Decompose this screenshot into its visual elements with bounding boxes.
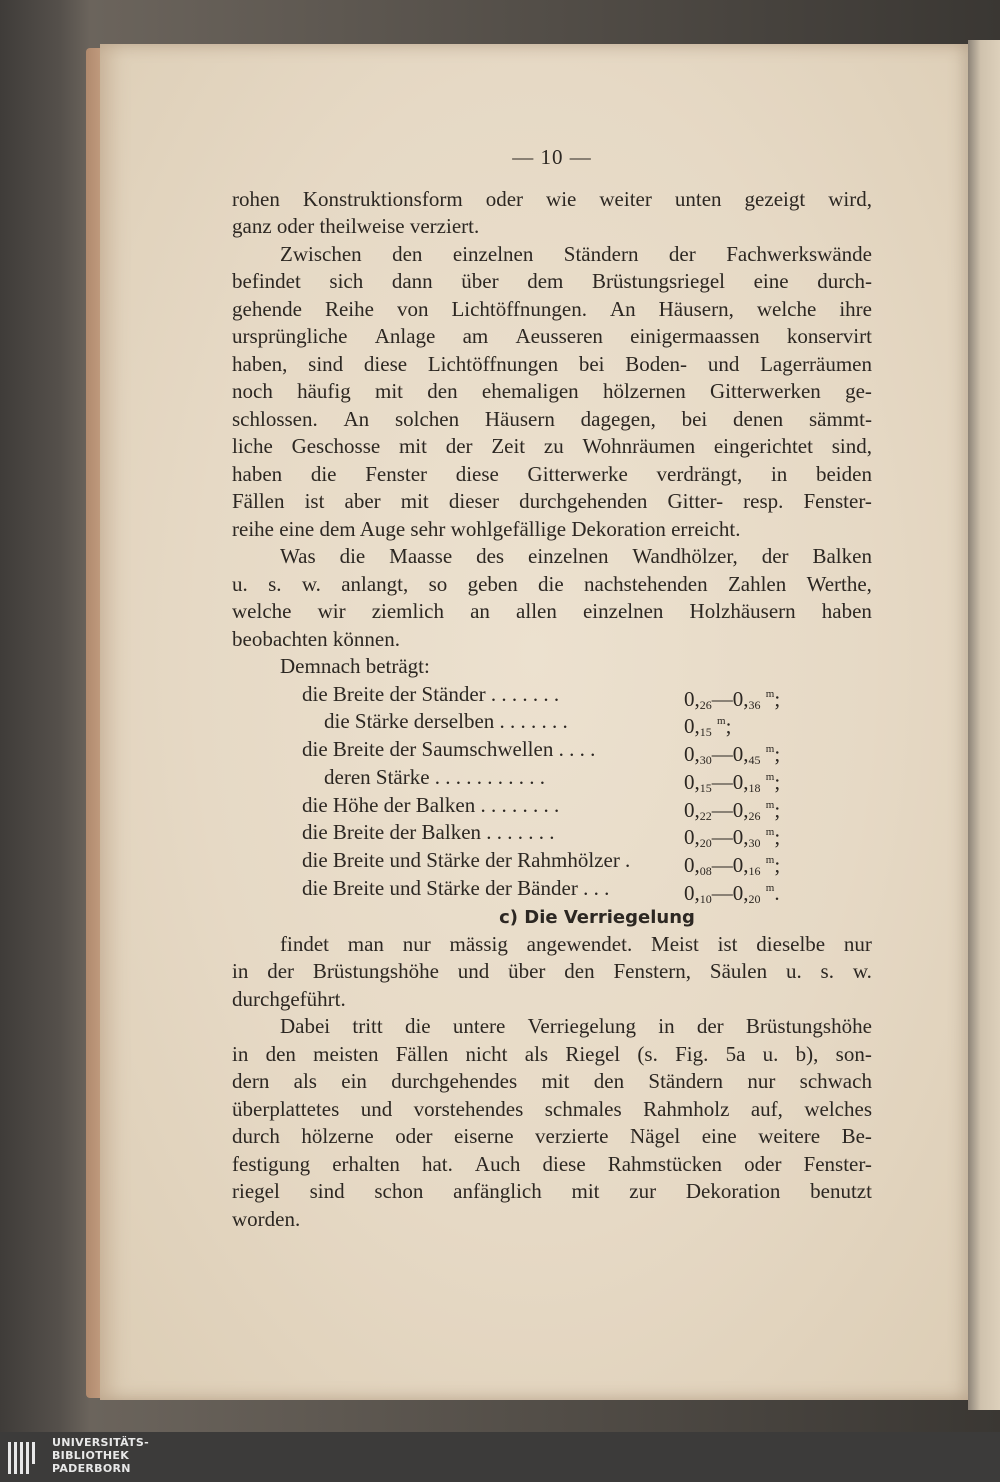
text-line: durchgeführt. <box>232 986 346 1011</box>
text-line: ganz oder theilweise verziert. <box>232 214 480 238</box>
paragraph-5 <box>232 931 872 1014</box>
paragraph-1 <box>232 186 872 241</box>
text-line: findet man nur mässig angewendet. Meist ist dieselbe nur <box>280 931 872 956</box>
text-line: in der Brüstungshöhe und über den Fenstern, Säulen u. s. w. <box>232 959 872 984</box>
text-line: dern als ein durchgehendes mit den Ständern nur schwach <box>232 1069 872 1094</box>
facing-page-edge <box>968 40 1000 1410</box>
library-name <box>52 1436 149 1475</box>
text-line: haben die Fenster diese Gitterwerke verdrängt, in beiden <box>232 461 872 486</box>
dimension-label: die Breite und Stärke der Bänder . . . <box>302 876 610 901</box>
text-line: liche Geschosse mit der Zeit zu Wohnräumen eingerichtet sind, <box>232 434 872 458</box>
paragraph-6 <box>232 1013 872 1233</box>
dimension-label: die Stärke derselben . . . . . . . <box>324 709 568 734</box>
text-line: noch häufig mit den ehemaligen hölzernen Gitterwerken ge- <box>232 379 872 403</box>
dimension-value: $0,_{10}—0,_{20}$ $^m$. <box>684 881 780 907</box>
text-line: ursprüngliche Anlage am Aeusseren einigermaassen konservirt <box>232 324 872 348</box>
text-line: Dabei tritt die untere Verriegelung in der Brüstungshöhe <box>280 1014 872 1039</box>
text-line: welche wir ziemlich an allen einzelnen Holzhäusern haben <box>232 599 872 623</box>
paragraph-4: Demnach beträgt: <box>280 654 430 678</box>
dimension-value: $0,_{22}—0,_{26}$ $^m$; <box>684 797 781 823</box>
library-name-line-1: UNIVERSITÄTS- <box>52 1436 149 1449</box>
dimension-row <box>232 681 872 712</box>
dimension-label: die Breite der Saumschwellen . . . . <box>302 737 596 762</box>
text-line: in den meisten Fällen nicht als Riegel (s. Fig. 5a u. b), son- <box>232 1041 872 1066</box>
dimension-value: $0,_{26}—0,_{36}$ $^m$; <box>684 686 781 712</box>
dimension-value: $0,_{20}—0,_{30}$ $^m$; <box>684 825 781 851</box>
text-line: festigung erhalten hat. Auch diese Rahmstücken oder Fenster- <box>232 1151 872 1176</box>
dimension-value: $0,_{15}—0,_{18}$ $^m$; <box>684 769 781 795</box>
library-name-line-3: PADERBORN <box>52 1462 131 1475</box>
text-line: schlossen. An solchen Häusern dagegen, bei denen sämmt- <box>232 406 872 431</box>
dimension-row <box>232 792 872 823</box>
text-line: beobachten können. <box>232 626 400 651</box>
dimension-label: die Breite und Stärke der Rahmhölzer . <box>302 848 631 873</box>
page-number: — 10 — <box>512 145 592 169</box>
dimension-row <box>232 847 872 879</box>
text-line: haben, sind diese Lichtöffnungen bei Boden- und Lagerräumen <box>232 351 872 376</box>
text-line: überplattetes und vorstehendes schmales Rahmholz auf, welches <box>232 1096 872 1121</box>
dimension-row <box>232 708 872 740</box>
library-footer <box>0 1432 1000 1482</box>
dimension-label: deren Stärke . . . . . . . . . . . <box>324 764 546 789</box>
dimension-value: $0,_{08}—0,_{16}$ $^m$; <box>684 853 781 879</box>
text-line: Zwischen den einzelnen Ständern der Fachwerkswände <box>280 241 872 266</box>
library-name-line-2: BIBLIOTHEK <box>52 1449 130 1462</box>
section-heading: c) Die Verriegelung <box>499 906 695 928</box>
text-line: gehende Reihe von Lichtöffnungen. An Häusern, welche ihre <box>232 296 872 321</box>
dimension-row <box>232 736 872 768</box>
text-line: u. s. w. anlangt, so geben die nachstehenden Zahlen Werthe, <box>232 571 872 596</box>
dimension-value: $0,_{30}—0,_{45}$ $^m$; <box>684 742 781 768</box>
text-line: Fällen ist aber mit dieser durchgehenden Gitter- resp. Fenster- <box>232 489 872 513</box>
paragraph-2 <box>232 241 872 544</box>
text-line: worden. <box>232 1206 301 1231</box>
text-line: reihe eine dem Auge sehr wohlgefällige Dekoration erreicht. <box>232 516 741 541</box>
dimension-row <box>232 819 872 851</box>
page-text <box>232 144 872 1233</box>
text-line: riegel sind schon anfänglich mit zur Dekoration benutzt <box>232 1179 872 1204</box>
dimension-label: die Höhe der Balken . . . . . . . . <box>302 792 560 817</box>
text-line: befindet sich dann über dem Brüstungsriegel eine durch- <box>232 269 872 293</box>
text-line: Was die Maasse des einzelnen Wandhölzer, der Balken <box>280 544 872 568</box>
text-line: durch hölzerne oder eiserne verzierte Nägel eine weitere Be- <box>232 1124 872 1149</box>
dimension-value: $0,_{15}$ $^m$; <box>684 714 732 740</box>
dimensions-table <box>232 681 872 907</box>
dimension-row <box>232 764 872 795</box>
dimension-label: die Breite der Balken . . . . . . . <box>302 820 555 845</box>
paragraph-3 <box>232 543 872 653</box>
dimension-row <box>232 875 872 907</box>
dimension-label: die Breite der Ständer . . . . . . . <box>302 681 560 706</box>
library-logo-icon <box>6 1438 46 1478</box>
text-line: rohen Konstruktionsform oder wie weiter unten gezeigt wird, <box>232 186 872 211</box>
